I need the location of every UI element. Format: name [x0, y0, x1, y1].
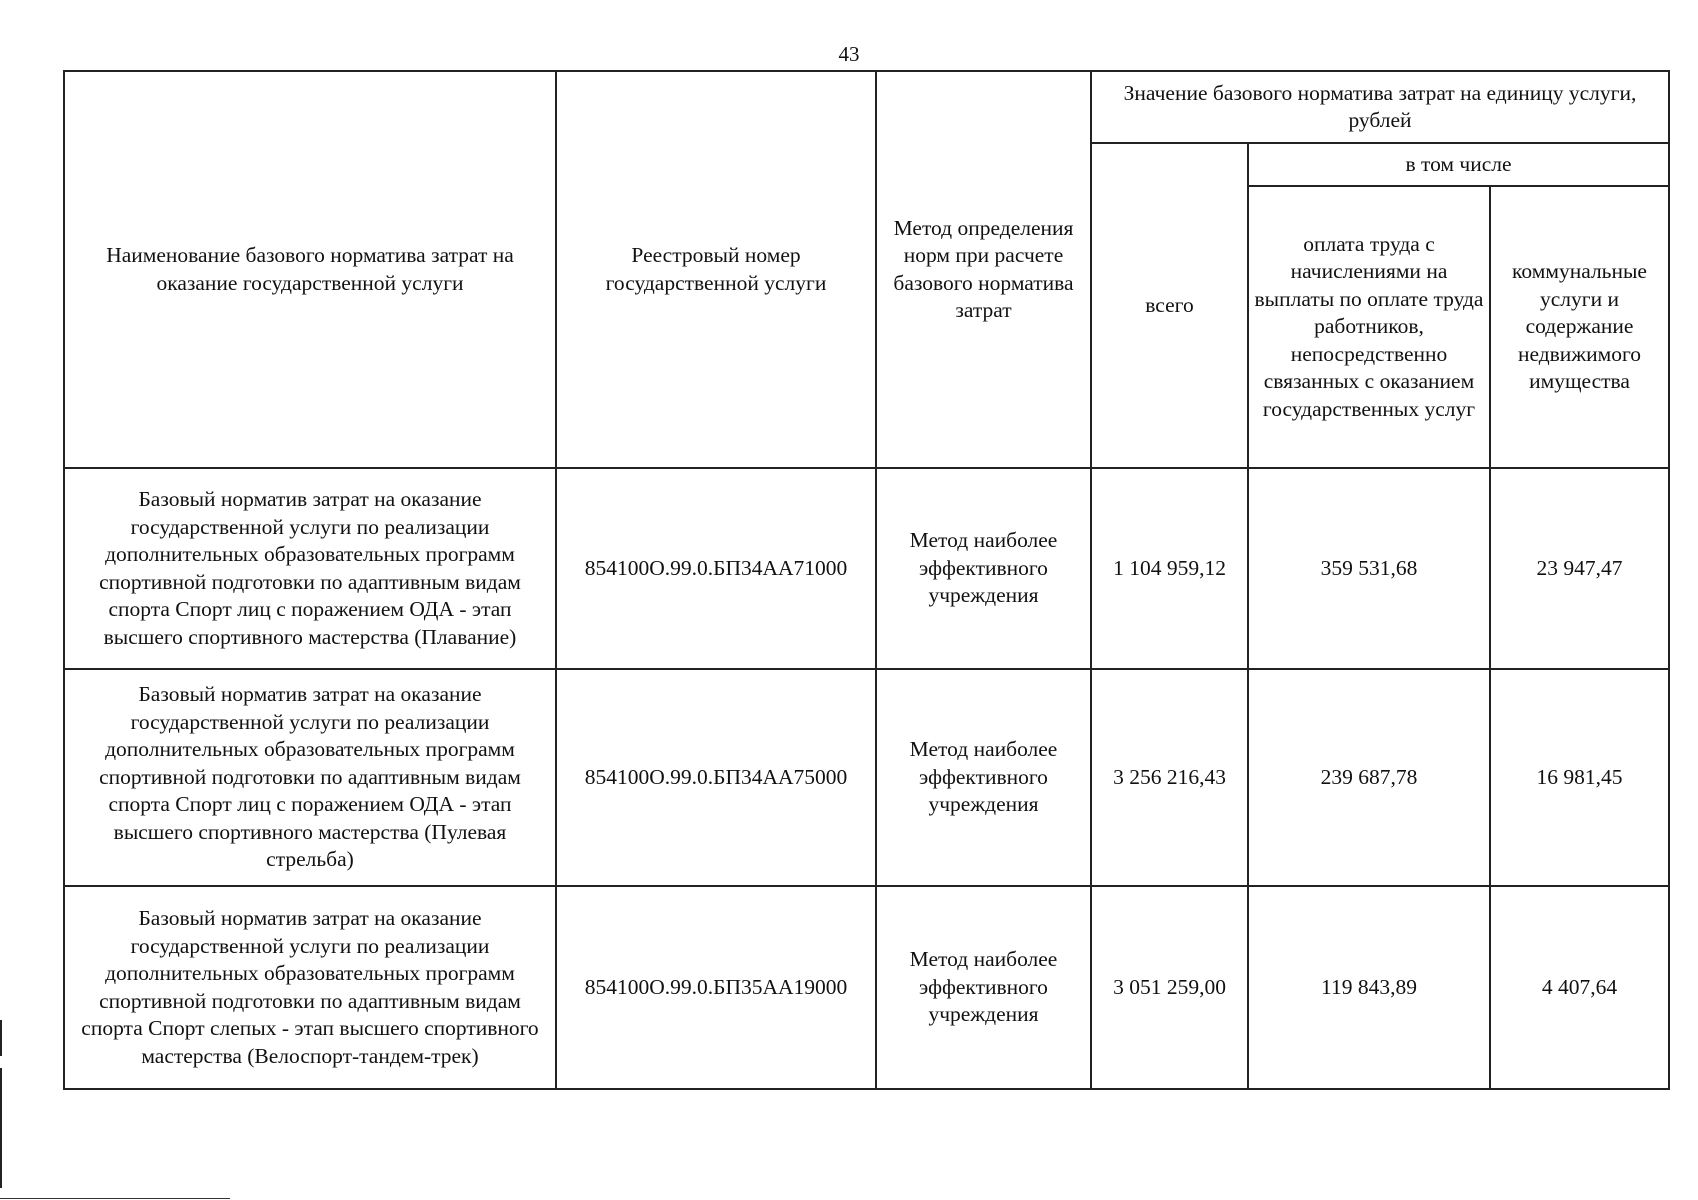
- header-norm-value-group: Значение базового норматива затрат на единицу услуги, рублей: [1091, 71, 1669, 143]
- row-name: Базовый норматив затрат на оказание государственной услуги по реализации дополнительных образовательных программ спортивной подготовки по адаптивным видам спорта Спорт лиц с поражением ОДА - этап высшего спортивного мастерства (Пулевая стрельба): [64, 669, 556, 886]
- row-registry-number: 854100О.99.0.БП34АА75000: [556, 669, 876, 886]
- header-utilities: коммунальные услуги и содержание недвижимого имущества: [1490, 186, 1669, 468]
- row-total: 1 104 959,12: [1091, 468, 1248, 669]
- binding-mark: [0, 1068, 2, 1188]
- header-including: в том числе: [1248, 143, 1669, 186]
- binding-mark: [0, 1020, 2, 1056]
- row-utilities: 4 407,64: [1490, 886, 1669, 1089]
- table-row: [64, 886, 1669, 1089]
- row-utilities: 16 981,45: [1490, 669, 1669, 886]
- header-registry-number: Реестровый номер государственной услуги: [556, 71, 876, 468]
- header-name: Наименование базового норматива затрат на оказание государственной услуги: [64, 71, 556, 468]
- row-method: Метод наиболее эффективного учреждения: [876, 669, 1091, 886]
- header-salary: оплата труда с начислениями на выплаты по оплате труда работников, непосредственно связанных с оказанием государственных услуг: [1248, 186, 1490, 468]
- row-salary: 119 843,89: [1248, 886, 1490, 1089]
- footer-rule: [0, 1198, 230, 1199]
- row-registry-number: 854100О.99.0.БП35АА19000: [556, 886, 876, 1089]
- header-method: Метод определения норм при расчете базового норматива затрат: [876, 71, 1091, 468]
- row-salary: 239 687,78: [1248, 669, 1490, 886]
- row-method: Метод наиболее эффективного учреждения: [876, 886, 1091, 1089]
- header-total: всего: [1091, 143, 1248, 468]
- row-method: Метод наиболее эффективного учреждения: [876, 468, 1091, 669]
- cost-norms-table: [63, 70, 1670, 1090]
- page-number: 43: [838, 42, 860, 66]
- table-row: [64, 669, 1669, 886]
- table-row: [64, 468, 1669, 669]
- row-utilities: 23 947,47: [1490, 468, 1669, 669]
- header-row-1: [64, 71, 1669, 143]
- row-name: Базовый норматив затрат на оказание государственной услуги по реализации дополнительных образовательных программ спортивной подготовки по адаптивным видам спорта Спорт лиц с поражением ОДА - этап высшего спортивного мастерства (Плавание): [64, 468, 556, 669]
- row-name: Базовый норматив затрат на оказание государственной услуги по реализации дополнительных образовательных программ спортивной подготовки по адаптивным видам спорта Спорт слепых - этап высшего спортивного мастерства (Велоспорт-тандем-трек): [64, 886, 556, 1089]
- row-registry-number: 854100О.99.0.БП34АА71000: [556, 468, 876, 669]
- row-salary: 359 531,68: [1248, 468, 1490, 669]
- row-total: 3 051 259,00: [1091, 886, 1248, 1089]
- row-total: 3 256 216,43: [1091, 669, 1248, 886]
